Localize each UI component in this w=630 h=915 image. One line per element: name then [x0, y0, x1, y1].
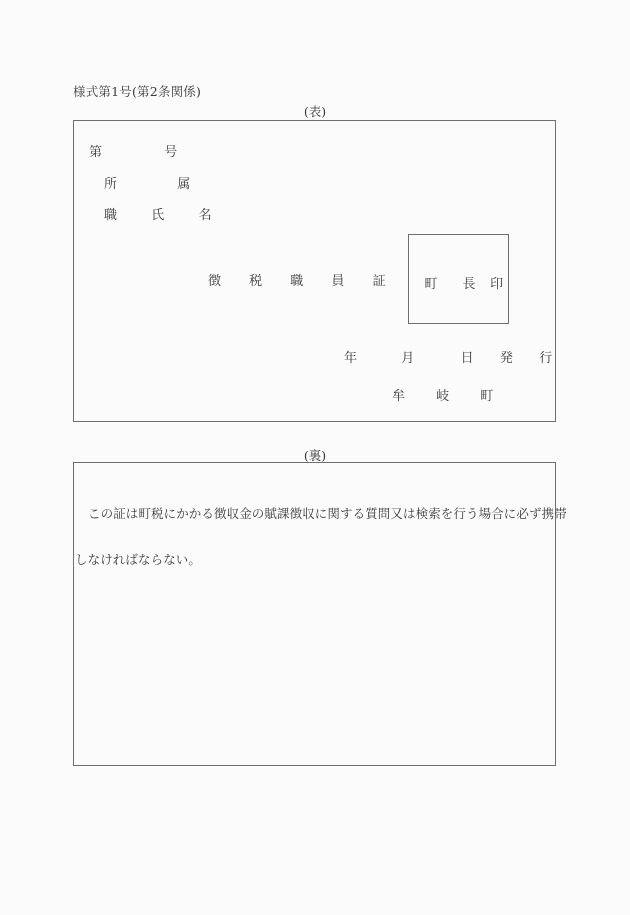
- card-title: [208, 270, 386, 289]
- issue-month-label: 月: [401, 351, 415, 366]
- issue-day-label: 日: [460, 351, 474, 366]
- issuer-char-3: 町: [480, 389, 494, 404]
- seal-char-2: 長: [462, 277, 476, 292]
- issue-word-char-2: 行: [539, 351, 553, 366]
- field-row-name: [104, 204, 212, 223]
- department-label-first: 所: [104, 177, 118, 192]
- back-note-line-2: しなければならない。: [75, 552, 202, 567]
- mayor-seal-label: [409, 273, 508, 292]
- seal-char-3: 印: [490, 277, 504, 292]
- name-label-third: 名: [198, 208, 212, 223]
- issue-word-char-1: 発: [499, 351, 513, 366]
- front-side-label: (表): [303, 104, 327, 119]
- mayor-seal-box: [408, 234, 509, 324]
- field-row-number: [89, 141, 177, 160]
- back-note-line-1: この証は町税にかかる徴収金の賦課徴収に関する質問又は検索を行う場合に必ず携帯: [88, 506, 567, 521]
- card-title-char-5: 証: [372, 274, 386, 289]
- form-number-heading: 様式第1号(第2条関係): [73, 84, 202, 99]
- name-label-first: 職: [104, 208, 118, 223]
- name-label-second: 氏: [151, 208, 165, 223]
- issue-date-line: [344, 347, 552, 366]
- number-suffix-label: 号: [164, 145, 178, 160]
- card-title-char-4: 員: [331, 274, 345, 289]
- back-side-label: (裏): [303, 448, 327, 463]
- issuer-char-1: 牟: [392, 389, 406, 404]
- department-label-second: 属: [177, 177, 191, 192]
- issuer-char-2: 岐: [436, 389, 450, 404]
- issuer-name-line: [392, 385, 493, 404]
- seal-char-1: 町: [424, 277, 438, 292]
- field-row-department: [104, 173, 190, 192]
- issue-year-label: 年: [344, 351, 358, 366]
- card-title-char-3: 職: [290, 274, 304, 289]
- number-prefix-label: 第: [89, 145, 103, 160]
- card-title-char-2: 税: [249, 274, 263, 289]
- card-title-char-1: 徴: [208, 274, 222, 289]
